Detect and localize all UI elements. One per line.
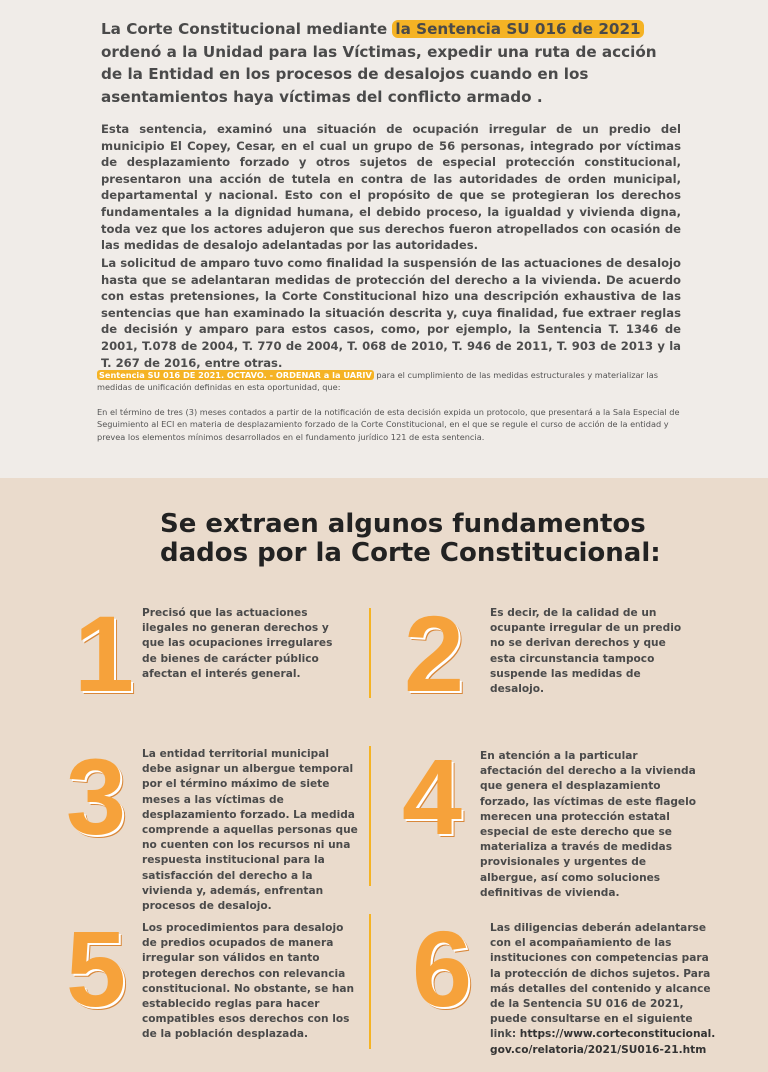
item-number-6: 6 xyxy=(412,908,473,1029)
lead-statement xyxy=(101,18,671,108)
item-number-1: 1 xyxy=(74,593,135,714)
order-statement xyxy=(97,369,687,394)
order-highlight: Sentencia SU 016 DE 2021. OCTAVO. - ORDENAR a la UARIV xyxy=(99,370,372,380)
order-text: para el cumplimiento de las medidas estructurales y materializar las medidas de unificación definidas en esta oportunidad, que: xyxy=(97,370,659,393)
order-detail: En el término de tres (3) meses contados a partir de la notificación de esta decisión expida un protocolo, que presentará a la Sala Especial de Seguimiento al ECI en materia de desplazamiento forzado de la Corte Constitucional, en el que se regule el curso de acción de la entidad y prevea los elementos mínimos desarrollados en el fundamento jurídico 121 de esta sentencia. xyxy=(97,407,680,442)
item-text-3: La entidad territorial municipal debe asignar un albergue temporal por el término máximo de siete meses a las víctimas de desplazamiento forzado. La medida comprende a aquellas personas que no cuenten con los recursos ni una respuesta institucional para la satisfacción del derecho a la vivienda y, además, enfrentan procesos de desalojo. xyxy=(142,748,358,913)
fundamentos-heading: Se extraen algunos fundamentos dados por la Corte Constitucional: xyxy=(160,509,661,568)
column-divider xyxy=(369,746,371,886)
item-text-6: Las diligencias deberán adelantarse con el acompañamiento de las instituciones con competencias para la protección de dichos sujetos. Para más detalles del contenido y alcance de la Sentencia SU 016 de 2021, puede consultarse en el siguiente link: xyxy=(490,922,711,1041)
intro-paragraph-2: La solicitud de amparo tuvo como finalidad la suspensión de las actuaciones de desalojo hasta que se adelantaran medidas de protección del derecho a la vivienda. De acuerdo con estas pretensiones, la Corte Constitucional hizo una descripción exhaustiva de las sentencias que han examinado la situación descrita y, cuya finalidad, fue extraer reglas de decisión y amparo para estos casos, como, por ejemplo, la Sentencia T. 1346 de 2001, T.078 de 2004, T. 770 de 2004, T. 068 de 2010, T. 946 de 2011, T. 903 de 2013 y la T. 267 de 2016, entre otras. xyxy=(101,256,681,370)
item-number-3: 3 xyxy=(66,736,127,857)
sentencia-link[interactable]: https://www.corteconstitucional.gov.co/relatoria/2021/SU016-21.htm xyxy=(490,1028,716,1056)
item-text-2: Es decir, de la calidad de un ocupante irregular de un predio no se derivan derechos y que esta circunstancia tampoco suspende las medidas de desalojo. xyxy=(490,607,682,696)
intro-paragraph-1: Esta sentencia, examinó una situación de ocupación irregular de un predio del municipio El Copey, Cesar, en el cual un grupo de 56 personas, integrado por víctimas de desplazamiento forzado y otros sujetos de especial protección constitucional, presentaron una acción de tutela en contra de las autoridades de orden municipal, departamental y nacional. Esto con el propósito de que se protegieran los derechos fundamentales a la dignidad humana, el debido proceso, la igualdad y vivienda digna, toda vez que los actores adujeron que sus derechos fueron atropellados con ocasión de las medidas de desalojo adelantadas por las autoridades. xyxy=(101,122,681,253)
item-text-6-block xyxy=(490,921,718,1058)
sentencia-highlight: la Sentencia SU 016 de 2021 xyxy=(392,20,643,38)
item-text-5: Los procedimientos para desalojo de predios ocupados de manera irregular son válidos en tanto protegen derechos con relevancia constitucional. No obstante, se han establecido reglas para hacer compatibles esos derechos con los de la población desplazada. xyxy=(142,922,355,1041)
item-number-5: 5 xyxy=(66,908,127,1029)
item-text-4: En atención a la particular afectación del derecho a la vivienda que genera el desplazamiento forzado, las víctimas de este flagelo merecen una protección estatal especial de este derecho que se materializa a través de medidas provisionales y urgentes de albergue, así como soluciones definitivas de vivienda. xyxy=(480,750,697,899)
lead-after: ordenó a la Unidad para las Víctimas, expedir una ruta de acción de la Entidad en los procesos de desalojos cuando en los asentamientos haya víctimas del conflicto armado . xyxy=(101,42,657,106)
column-divider xyxy=(369,608,371,698)
lead-before: La Corte Constitucional mediante xyxy=(101,20,388,38)
item-number-4: 4 xyxy=(402,736,463,857)
column-divider xyxy=(369,914,371,1049)
item-number-2: 2 xyxy=(404,593,465,714)
item-text-1: Precisó que las actuaciones ilegales no generan derechos y que las ocupaciones irregulares de bienes de carácter público afectan el interés general. xyxy=(142,607,333,680)
